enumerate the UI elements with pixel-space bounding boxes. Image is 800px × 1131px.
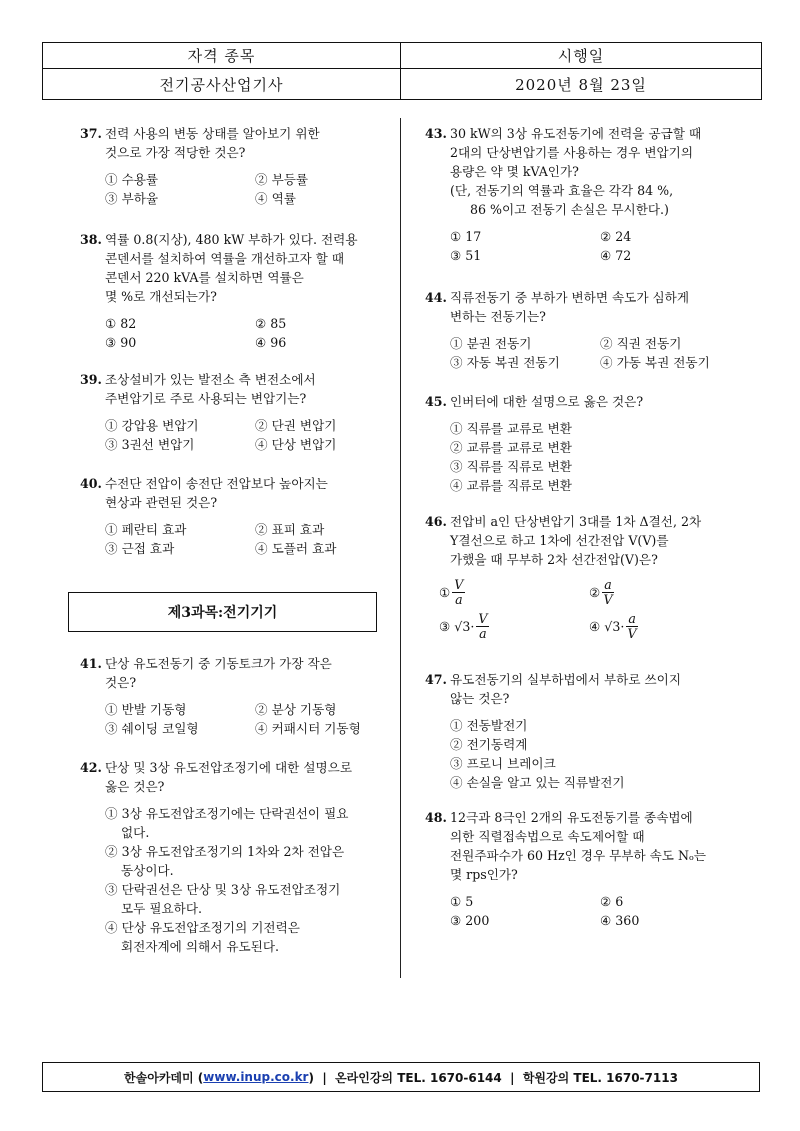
sqrt3-term: √3· [604,618,625,634]
option[interactable]: ④ 96 [255,335,287,350]
option[interactable]: ③ 프로니 브레이크 [450,756,556,771]
question-text: 단상 및 3상 유도전압조정기에 대한 설명으로 옳은 것은? [105,760,353,794]
fraction-numerator: V [478,610,488,626]
question-number: 48. [425,810,447,825]
fraction [476,612,489,641]
fraction-numerator: a [604,576,612,592]
option[interactable]: ① 직류를 교류로 변환 [450,421,572,436]
option[interactable]: ① 반발 기동형 [105,702,187,717]
sqrt3-term: √3· [454,618,475,634]
section-title: 제3과목:전기기기 [68,592,377,632]
question-43 [425,124,750,265]
question-text: 12극과 8극인 2개의 유도전동기를 종속법에 의한 직렬접속법으로 속도제어할 때 전원주파수가 60 Hz인 경우 무부하 속도 Nₒ는 몇 rps인가? [450,810,707,882]
footer-website-link[interactable]: www.inup.co.kr [203,1070,309,1084]
option[interactable] [589,575,739,609]
option[interactable]: ④ 손실을 알고 있는 직류발전기 [450,775,625,790]
question-41 [80,654,405,738]
option[interactable]: ① 5 [450,894,474,909]
option-marker: ④ [589,618,601,634]
question-45 [425,392,643,495]
option[interactable]: ③ 자동 복권 전동기 [450,355,560,370]
option[interactable]: ① 전동발전기 [450,718,528,733]
option[interactable]: ④ 커패시터 기동형 [255,721,361,736]
option[interactable]: ② 표피 효과 [255,522,325,537]
fraction [626,612,638,641]
exam-header-table [42,42,762,100]
question-number: 43. [425,126,447,141]
option-marker: ② [589,584,601,600]
question-text: 인버터에 대한 설명으로 옳은 것은? [450,394,644,409]
option[interactable]: ② 단권 변압기 [255,418,337,433]
option[interactable]: ④ 가동 복권 전동기 [600,355,710,370]
header-subject-value: 전기공사산업기사 [159,75,284,94]
question-number: 44. [425,290,447,305]
option[interactable]: ① 3상 유도전압조정기에는 단락권선이 필요 없다. [105,806,349,840]
option[interactable]: ③ 부하율 [105,191,159,206]
option[interactable]: ④ 역률 [255,191,296,206]
option[interactable]: ① 수용률 [105,172,159,187]
option[interactable]: ② 부등률 [255,172,309,187]
option[interactable]: ② 직권 전동기 [600,336,682,351]
question-37 [80,124,405,208]
header-date-label: 시행일 [557,47,605,65]
question-text: 조상설비가 있는 발전소 측 변전소에서 주변압기로 주로 사용되는 변압기는? [105,372,316,406]
question-text: 역률 0.8(지상), 480 kW 부하가 있다. 전력용 콘덴서를 설치하여 역률을 개선하고자 할 때 콘덴서 220 kVA를 설치하면 역률은 몇 %로 개선되는가? [105,232,358,304]
option[interactable]: ① 페란티 효과 [105,522,187,537]
option[interactable]: ② 전기동력계 [450,737,528,752]
header-date-value: 2020년 8월 23일 [515,75,647,94]
option[interactable]: ③ 51 [450,248,482,263]
question-text: 유도전동기의 실부하법에서 부하로 쓰이지 않는 것은? [450,672,681,706]
option[interactable]: ③ 3권선 변압기 [105,437,195,452]
question-text: 단상 유도전동기 중 기동토크가 가장 작은 것은? [105,656,332,690]
option[interactable]: ④ 도플러 효과 [255,541,337,556]
option[interactable]: ④ 교류를 직류로 변환 [450,478,572,493]
option[interactable]: ③ 단락권선은 단상 및 3상 유도전압조정기 모두 필요하다. [105,882,341,916]
option[interactable]: ② 교류를 교류로 변환 [450,440,572,455]
fraction-denominator: a [455,591,463,607]
option-marker: ① [439,584,451,600]
option[interactable]: ③ 근접 효과 [105,541,175,556]
question-number: 45. [425,394,447,409]
question-text: 30 kW의 3상 유도전동기에 전력을 공급할 때 2대의 단상변압기를 사용하는 경우 변압기의 용량은 약 몇 kVA인가? [450,126,702,179]
option[interactable]: ① 17 [450,229,482,244]
question-text: 전력 사용의 변동 상태를 알아보기 위한 것으로 가장 적당한 것은? [105,126,320,160]
option[interactable]: ② 6 [600,894,624,909]
question-number: 42. [80,760,102,775]
question-number: 37. [80,126,102,141]
question-39 [80,370,405,454]
option[interactable]: ② 85 [255,316,287,331]
option[interactable]: ① 강압용 변압기 [105,418,199,433]
question-number: 38. [80,232,102,247]
option[interactable]: ① 분권 전동기 [450,336,532,351]
option[interactable]: ② 24 [600,229,632,244]
option[interactable]: ① 82 [105,316,137,331]
footer [42,1062,760,1092]
question-47 [425,670,681,792]
fraction-denominator: V [627,625,637,641]
question-44 [425,288,750,372]
option[interactable]: ② 분상 기동형 [255,702,337,717]
header-subject-label: 자격 종목 [187,47,256,65]
question-text: 전압비 a인 단상변압기 3대를 1차 Δ결선, 2차 Y결선으로 하고 1차에 선간전압 V(V)를 가했을 때 무부하 2차 선간전압(V)은? [450,514,702,567]
option[interactable]: ④ 360 [600,913,640,928]
fraction-numerator: V [454,576,464,592]
question-note: (단, 전동기의 역률과 효율은 각각 84 %, 86 %이고 전동기 손실은 무시한다.) [450,183,674,217]
option[interactable] [439,575,589,609]
option[interactable]: ③ 직류를 직류로 변환 [450,459,572,474]
option-marker: ③ [439,618,451,634]
fraction [452,578,465,607]
question-number: 39. [80,372,102,387]
option[interactable] [589,609,739,643]
option[interactable]: ④ 72 [600,248,632,263]
question-number: 41. [80,656,102,671]
fraction-denominator: a [479,625,487,641]
question-number: 46. [425,514,447,529]
question-text: 수전단 전압이 송전단 전압보다 높아지는 현상과 관련된 것은? [105,476,328,510]
option[interactable]: ④ 단상 변압기 [255,437,337,452]
option[interactable]: ② 3상 유도전압조정기의 1차와 2차 전압은 동상이다. [105,844,345,878]
option[interactable]: ③ 쉐이딩 코일형 [105,721,199,736]
question-42 [80,758,352,956]
footer-contact: ) | 온라인강의 TEL. 1670-6144 | 학원강의 TEL. 1670-7113 [308,1070,678,1085]
option[interactable] [439,609,589,643]
option[interactable]: ③ 200 [450,913,490,928]
question-number: 40. [80,476,102,491]
fraction [602,578,614,607]
question-40 [80,474,405,558]
fraction-numerator: a [628,610,636,626]
question-number: 47. [425,672,447,687]
question-46 [425,512,739,643]
question-48 [425,808,750,930]
question-text: 직류전동기 중 부하가 변하면 속도가 심하게 변하는 전동기는? [450,290,689,324]
fraction-denominator: V [603,591,613,607]
footer-academy-name: 한솔아카데미 ( [124,1070,204,1085]
option[interactable]: ③ 90 [105,335,137,350]
question-38 [80,230,405,352]
option[interactable]: ④ 단상 유도전압조정기의 기전력은 회전자계에 의해서 유도된다. [105,920,300,954]
